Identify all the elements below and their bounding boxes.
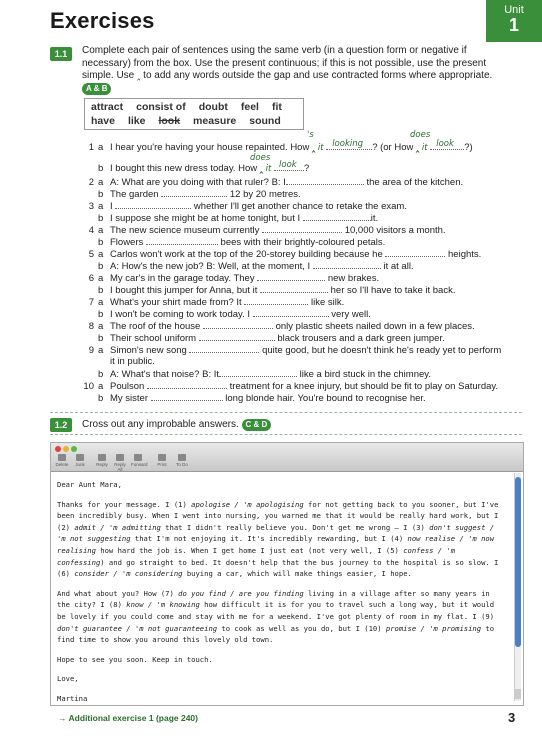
exercise-number: 1.2 [50, 418, 72, 432]
word: like [127, 115, 146, 127]
email-signature: Martina [57, 693, 88, 703]
sentence-9b: b A: What's that noise? B: It like a bird stuck in the chimney. [98, 369, 431, 380]
word: have [91, 115, 115, 127]
zoom-window-icon[interactable] [71, 446, 77, 452]
sentence-2b: b The garden 12 by 20 metres. [98, 189, 301, 200]
word: consist of [136, 101, 186, 113]
additional-exercise-link[interactable]: → Additional exercise 1 (page 240) [58, 713, 198, 723]
word-struck: look [158, 115, 181, 127]
sentence-9a: 9 a Simon's new song quite good, but he doesn't think he's ready yet to perform [88, 345, 502, 356]
answer-choice[interactable]: promise / 'm promising [385, 623, 482, 633]
instruction-line: necessary) from the box. Use the present continuous; if this is not possible, use the present [82, 57, 487, 69]
sentence-3a: 3 a I whether I'll get another chance to retake the exam. [88, 201, 407, 212]
exercise-instructions [82, 45, 492, 95]
unit-tab [486, 0, 542, 42]
sentence-8b: b Their school uniform black trousers and a dark green jumper. [98, 333, 445, 344]
exercise-number: 1.1 [50, 47, 72, 61]
answer-choice[interactable]: do you find / are you finding [178, 588, 304, 598]
sentence-7a: 7 a What's your shirt made from? It like silk. [88, 297, 345, 308]
reply-all-button[interactable]: Reply All [113, 454, 127, 472]
answer-choice[interactable]: apologise / 'm apologising [191, 499, 304, 509]
scrollbar-thumb[interactable] [515, 477, 521, 647]
delete-icon [58, 454, 66, 461]
answer-choice[interactable]: know / 'm knowing [126, 600, 200, 610]
email-signoff: Love, [57, 674, 79, 684]
page-title: Exercises [50, 8, 155, 33]
page-number: 3 [508, 710, 516, 725]
divider [50, 412, 522, 413]
sentence-10b: b My sister long blonde hair. You're bound to recognise her. [98, 393, 426, 404]
answer-choice[interactable]: don't suggest / 'm not suggesting [57, 522, 495, 544]
instruction-text: Cross out any improbable answers. [82, 419, 239, 430]
reply-all-icon [116, 454, 124, 461]
reply-icon [98, 454, 106, 461]
sentence-2a: 2 a A: What are you doing with that ruler? B: I the area of the kitchen. [88, 177, 464, 188]
handwritten-answer: does [250, 153, 271, 163]
email-paragraph: And what about you? How (7) do you find / are you finding living in a village after so many years in the city? I (8) know / 'm knowing how difficult it is for you to travel such a long way, but it would be lovely if you could come and stay with me for a weekend. I've got plenty of room in my flat. I (9) don't guarantee / 'm not guaranteeing to cook as well as you do, but I (10) promise / 'm promising to find time to show you around this lovely old town. [57, 588, 495, 645]
sentence-4a: 4 a The new science museum currently 10,000 visitors a month. [88, 225, 446, 236]
handwritten-answer: does [410, 130, 431, 140]
sentence-5b: b A: How's the new job? B: Well, at the moment, I it at all. [98, 261, 414, 272]
word: fit [271, 101, 282, 113]
sentence-4b: b Flowers bees with their brightly-coloured petals. [98, 237, 386, 248]
sentence-9a-cont: it in public. [110, 356, 155, 367]
email-window [50, 442, 524, 706]
grammar-reference-badge: C & D [242, 419, 272, 431]
email-toolbar [51, 443, 523, 472]
print-button[interactable]: Print [155, 454, 169, 467]
print-icon [158, 454, 166, 461]
reply-button[interactable]: Reply [95, 454, 109, 467]
sentence-1a: 1 a I hear you're having your house repainted. How ‸ it looking ? (or How ‸ it look ?) [88, 139, 473, 153]
divider [50, 434, 522, 435]
forward-button[interactable]: Forward [131, 454, 145, 467]
unit-number: 1 [508, 15, 519, 35]
sentence-8a: 8 a The roof of the house only plastic sheets nailed down in a few places. [88, 321, 475, 332]
sentence-6b: b I bought this jumper for Anna, but it her so I'll have to take it back. [98, 285, 456, 296]
email-closing: Hope to see you soon. Keep in touch. [57, 654, 213, 664]
instruction-line: Complete each pair of sentences using the same verb (in a question form or negative if [82, 45, 467, 56]
sentence-6a: 6 a My car's in the garage today. They new brakes. [88, 273, 380, 284]
junk-icon [76, 454, 84, 461]
to-do-icon [178, 454, 186, 461]
junk-button[interactable]: Junk [73, 454, 87, 467]
answer-choice[interactable]: confess / 'm confessing [57, 545, 456, 567]
email-body [57, 479, 503, 713]
sentence-5a: 5 a Carlos won't work at the top of the 20-storey building because he heights. [88, 249, 482, 260]
grammar-reference-badge: A & B [82, 83, 111, 95]
sentence-3b: b I suppose she might be at home tonight, but I it. [98, 213, 379, 224]
answer-choice[interactable]: don't guarantee / 'm not guaranteeing [57, 623, 218, 633]
email-greeting: Dear Aunt Mara, [57, 480, 122, 489]
to-do-button[interactable]: To Do [175, 454, 189, 467]
scroll-arrow-icon[interactable] [515, 689, 521, 699]
scrollbar[interactable] [514, 473, 521, 701]
instruction-line: simple. Use ‸ to add any words outside the gap and use contracted forms where appropriate. [82, 70, 493, 81]
close-window-icon[interactable] [55, 446, 61, 452]
word: feel [240, 101, 259, 113]
answer-choice[interactable]: admit / 'm admitting [74, 522, 161, 532]
forward-icon [134, 454, 142, 461]
word: doubt [198, 101, 228, 113]
sentence-1b: b I bought this new dress today. How ‸ it look ? [98, 160, 310, 174]
handwritten-answer: 's [307, 130, 314, 140]
sentence-7b: b I won't be coming to work today. I very well. [98, 309, 371, 320]
word: attract [91, 101, 124, 113]
word: sound [249, 115, 281, 127]
email-paragraph: Thanks for your message. I (1) apologise / 'm apologising for not getting back to you sooner, but I've been incredibly busy. When I went into nursing, you warned me that it would be really hard work, but I (2) admit / 'm admitting that I didn't really believe you. Don't get me wrong – I (3) don't suggest / 'm not suggesting that I'm not enjoying it. It's incredibly rewarding, but I (4) now realise / 'm now realising how hard the job is. When I get home I just eat (not very well, I (5) confess / 'm confessing) and go straight to bed. It doesn't help that the bus journey to the hospital is so slow. I (6) consider / 'm considering buying a car, which will make things easier, I hope. [57, 499, 499, 579]
exercise-instructions [82, 419, 271, 432]
sentence-10a: 10 a Poulson treatment for a knee injury, but should be fit to play on Saturday. [83, 381, 499, 392]
answer-choice[interactable]: consider / 'm considering [74, 569, 183, 579]
minimize-window-icon[interactable] [63, 446, 69, 452]
delete-button[interactable]: Delete [55, 454, 69, 467]
unit-label: Unit [504, 4, 524, 16]
word: measure [193, 115, 237, 127]
word-box [84, 98, 304, 130]
answer-choice[interactable]: now realise / 'm now realising [57, 534, 495, 555]
